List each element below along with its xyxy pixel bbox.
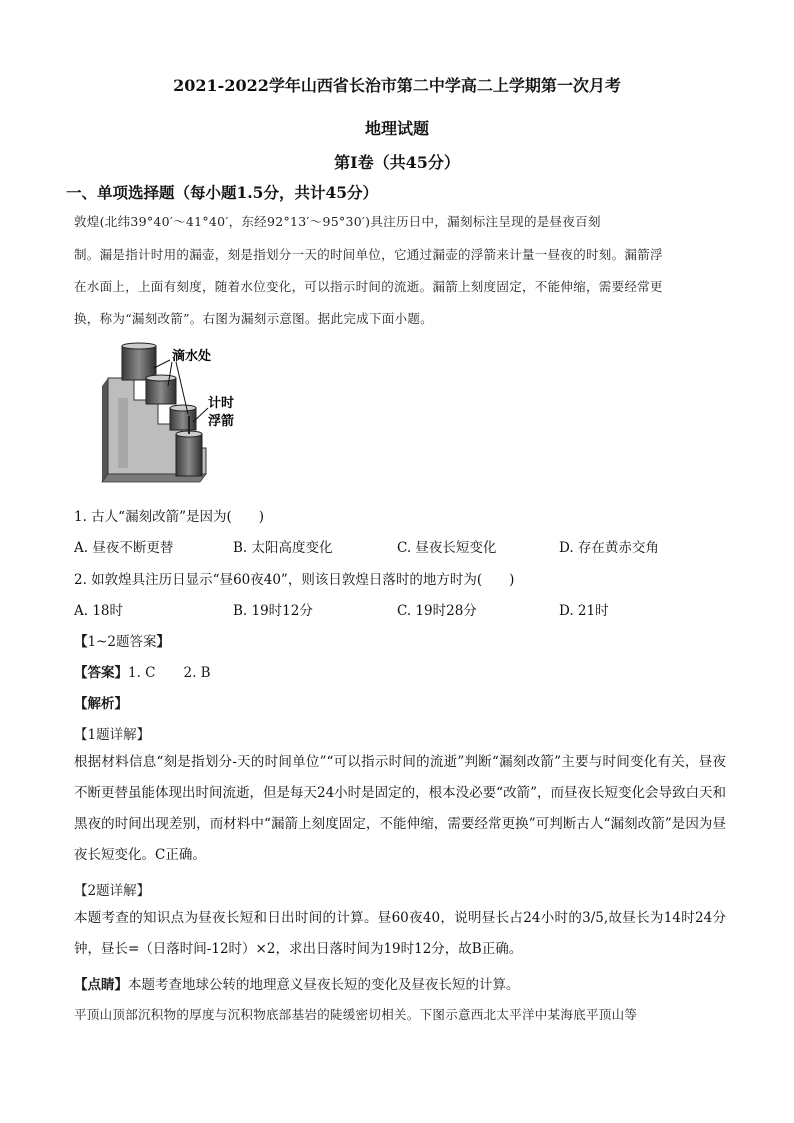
answer-2: 2. B (183, 665, 211, 681)
answer-tag: 【答案】 (74, 665, 128, 681)
q1-option-b: B. 太阳高度变化 (233, 540, 333, 556)
subject-title: 地理试题 (364, 119, 429, 138)
analysis-tag: 【解析】 (74, 696, 128, 712)
q2-option-d: D. 21时 (559, 603, 609, 619)
pot-third (170, 405, 196, 430)
detail-1-tag: 【1题详解】 (74, 727, 151, 743)
section-heading: 一、单项选择题（每小题1.5分，共计45分） (66, 183, 379, 202)
key-point-line (74, 973, 520, 993)
material-line-4: 换，称为“漏刻改箭”。右图为漏刻示意图。据此完成下面小题。 (74, 311, 433, 326)
answer-group-tag (74, 630, 170, 650)
key-point-tag: 【点睛】 (74, 977, 128, 993)
key-point-text: 本题考查地球公转的地理意义昼夜长短的变化及昼夜长短的计算。 (128, 977, 520, 993)
material-line-2: 制。漏是指计时用的漏壶，刻是指划分一天的时间单位，它通过漏壶的浮箭来计量一昼夜的时刻。漏箭浮 (74, 247, 663, 262)
material-line-1: 敦煌(北纬39°40′～41°40′，东经92°13′～95°30′)具注历日中，漏刻标注呈现的是昼夜百刻 (74, 214, 601, 229)
q2-option-b: B. 19时12分 (233, 603, 313, 619)
pot-top (122, 343, 156, 380)
water-clock-figure (96, 338, 264, 490)
question-2-stem: 2. 如敦煌具注历日显示“昼60夜40”，则该日敦煌日落时的地方时为( ) (74, 572, 515, 588)
label-arrow: 浮箭 (208, 414, 235, 429)
question-1-stem: 1. 古人“漏刻改箭”是因为( ) (74, 509, 265, 525)
answer-line (74, 661, 211, 681)
part-title: 第Ⅰ卷（共45分） (334, 153, 460, 172)
material-2-line: 平顶山顶部沉积物的厚度与沉积物底部基岩的陡缓密切相关。下图示意西北太平洋中某海底平顶山等 (74, 1007, 638, 1022)
detail-2-tag: 【2题详解】 (74, 883, 151, 899)
label-timer: 计时 (208, 396, 235, 411)
pot-second (146, 375, 176, 404)
detail-2-text: 本题考查的知识点为昼夜长短和日出时间的计算。昼60夜40，说明昼长占24小时的3/5,故昼长为14时24分钟，昼长=（日落时间-12时）×2，求出日落时间为19时12分，故B正确。 (74, 910, 726, 957)
q1-option-a: A. 昼夜不断更替 (74, 540, 174, 556)
answer-group-text: 1~2题答案 (87, 634, 157, 650)
material-line-3: 在水面上，上面有刻度，随着水位变化，可以指示时间的流逝。漏箭上刻度固定，不能伸缩，需要经常更 (74, 279, 663, 294)
q1-option-d: D. 存在黄赤交角 (559, 540, 659, 556)
exam-title: 2021-2022学年山西省长治市第二中学高二上学期第一次月考 (173, 76, 621, 95)
answer-1: 1. C (128, 665, 156, 681)
label-drip: 滴水处 (172, 349, 212, 364)
detail-1-text: 根据材料信息“刻是指划分-天的时间单位”“可以指示时间的流逝”判断“漏刻改箭”主要与时间变化有关，昼夜不断更替虽能体现出时间流逝，但是每天24小时是固定的，根本没必要“改箭”，而昼夜长短变化会导致白天和黑夜的时间出现差别，而材料中“漏箭上刻度固定，不能伸缩，需要经常更换”可判断古人“漏刻改箭”是因为昼夜长短变化。C正确。 (74, 754, 726, 863)
q2-option-a: A. 18时 (74, 603, 124, 619)
q2-option-c: C. 19时28分 (397, 603, 477, 619)
tag-bracket-close: 】 (156, 634, 170, 650)
tag-bracket-open: 【 (74, 634, 88, 650)
q1-option-c: C. 昼夜长短变化 (397, 540, 497, 556)
